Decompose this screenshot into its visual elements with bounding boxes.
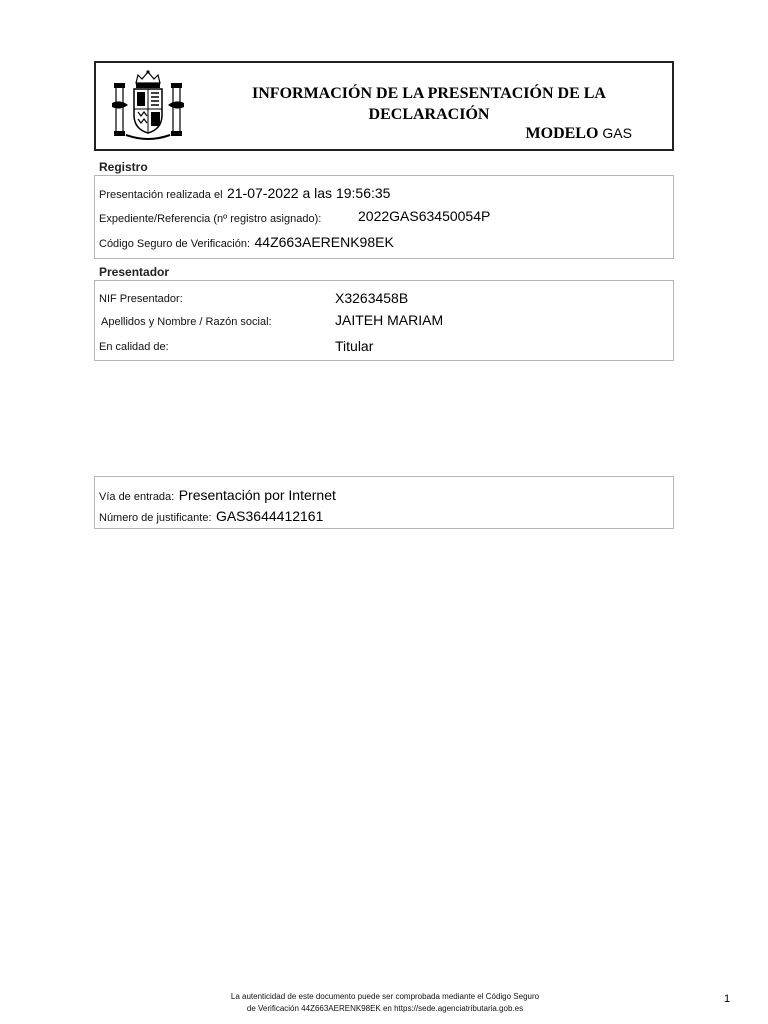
registro-box [94, 175, 674, 259]
justificante-value: GAS3644412161 [215, 508, 324, 524]
presentador-section-title: Presentador [99, 265, 170, 279]
nombre-value: JAITEH MARIAM [335, 312, 444, 328]
calidad-value: Titular [335, 338, 374, 354]
expediente-row [99, 209, 321, 227]
footer-line-1: La autenticidad de este documento puede ser comprobada mediante el Código Seguro [230, 992, 540, 1001]
document-header [94, 61, 674, 151]
expediente-value: 2022GAS63450054P [358, 208, 491, 224]
footer-line-2: de Verificación 44Z663AERENK98EK en https://sede.agenciatributaria.gob.es [246, 1004, 524, 1013]
registro-section-title: Registro [99, 160, 148, 174]
coat-of-arms-icon [108, 69, 188, 145]
calidad-label: En calidad de: [99, 341, 169, 353]
justificante-label: Número de justificante: [99, 512, 212, 524]
presentacion-label: Presentación realizada el [99, 189, 223, 201]
presentacion-value: 21-07-2022 a las 19:56:35 [226, 185, 391, 201]
nif-label: NIF Presentador: [99, 293, 183, 305]
verification-footer [180, 991, 590, 1015]
entrada-box [94, 476, 674, 529]
presentador-box [94, 280, 674, 361]
nif-value: X3263458B [335, 290, 409, 306]
via-value: Presentación por Internet [178, 487, 336, 503]
modelo-field [526, 125, 632, 143]
presentacion-row [99, 185, 390, 203]
via-label: Vía de entrada: [99, 491, 175, 503]
csv-label: Código Seguro de Verificación: [99, 238, 251, 250]
expediente-label: Expediente/Referencia (nº registro asignado): [99, 213, 322, 225]
csv-row [99, 234, 394, 252]
nombre-label: Apellidos y Nombre / Razón social: [101, 316, 272, 328]
csv-value: 44Z663AERENK98EK [254, 234, 394, 250]
via-row [99, 487, 336, 505]
modelo-label: MODELO [525, 125, 599, 142]
modelo-value: GAS [602, 125, 632, 141]
page-number: 1 [724, 993, 731, 1005]
justificante-row [99, 508, 323, 526]
document-title: INFORMACIÓN DE LA PRESENTACIÓN DE LA DECLARACIÓN [252, 85, 606, 123]
